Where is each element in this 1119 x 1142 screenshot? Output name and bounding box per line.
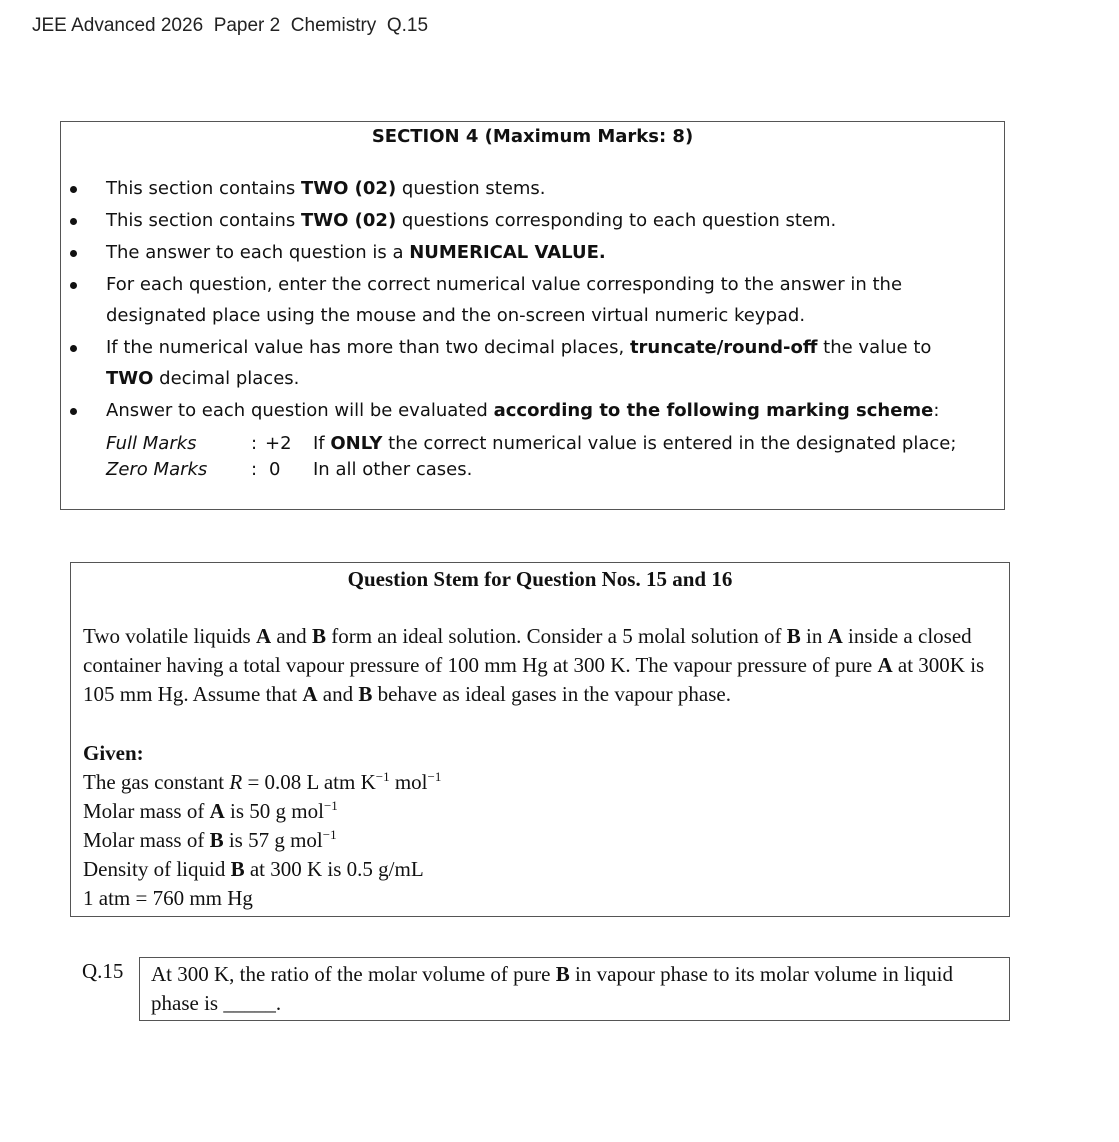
given-molar-mass-b: Molar mass of B is 57 g mol$^{-1}$ [83, 827, 337, 852]
page-header: JEE Advanced 2026 Paper 2 Chemistry Q.15 [32, 15, 429, 36]
given-molar-mass-a: Molar mass of A is 50 g mol$^{-1}$ [83, 798, 338, 823]
given-heading: Given: [83, 741, 144, 765]
bullet-icon [70, 218, 77, 225]
question-stem-box [70, 562, 1010, 917]
bullet-icon [70, 408, 77, 415]
marks-value: 0 [269, 459, 281, 480]
question-box: At 300 K, the ratio of the molar volume of pure B in vapour phase to its molar volume in liquid phase is _____. [139, 957, 1010, 1021]
marks-colon: : [251, 433, 258, 454]
stem-title: Question Stem for Question Nos. 15 and 16 [347, 567, 733, 591]
bullet-text: If the numerical value has more than two decimal places, truncate/round-off the value to TWO decimal places. [106, 337, 932, 389]
marking-row-full [106, 431, 984, 457]
marking-row-zero [106, 457, 984, 483]
marks-label: Zero Marks [106, 459, 208, 480]
bullet-icon [70, 186, 77, 193]
given-gas-constant: The gas constant R = 0.08 L atm $K^{-1}$ mol$^{-1}$ [83, 769, 442, 794]
given-atm-conversion: 1 atm = 760 mm Hg [83, 886, 253, 910]
bullet-text: For each question, enter the correct numerical value corresponding to the answer in the designated place using the mouse and the on-screen virtual numeric keypad. [106, 274, 903, 326]
question-number: Q.15 [82, 959, 124, 983]
marks-colon: : [251, 459, 258, 480]
marks-description: If ONLY the correct numerical value is entered in the designated place; [313, 433, 957, 454]
bullet-icon [70, 345, 77, 352]
given-density-b: Density of liquid B at 300 K is 0.5 g/mL [83, 857, 424, 881]
bullet-text: This section contains TWO (02) questions corresponding to each question stem. [106, 210, 837, 231]
bullet-text: This section contains TWO (02) question stems. [106, 178, 546, 199]
section-title: SECTION 4 (Maximum Marks: 8) [371, 126, 694, 147]
bullet-icon [70, 282, 77, 289]
given-block [83, 739, 441, 913]
stem-paragraph: Two volatile liquids A and B form an ideal solution. Consider a 5 molal solution of B in A inside a closed container having a total vapour pressure of 100 mm Hg at 300 K. The vapour pressure of pure A at 300K is 105 mm Hg. Assume that A and B behave as ideal gases in the vapour phase. [83, 624, 985, 706]
marks-description: In all other cases. [313, 459, 473, 480]
marks-value: +2 [265, 433, 292, 454]
bullet-text: Answer to each question will be evaluated according to the following marking scheme: [106, 400, 940, 421]
bullet-text: The answer to each question is a NUMERICAL VALUE. [106, 242, 606, 263]
instructions-box [60, 121, 1005, 510]
bullet-icon [70, 250, 77, 257]
marks-label: Full Marks [106, 433, 197, 454]
